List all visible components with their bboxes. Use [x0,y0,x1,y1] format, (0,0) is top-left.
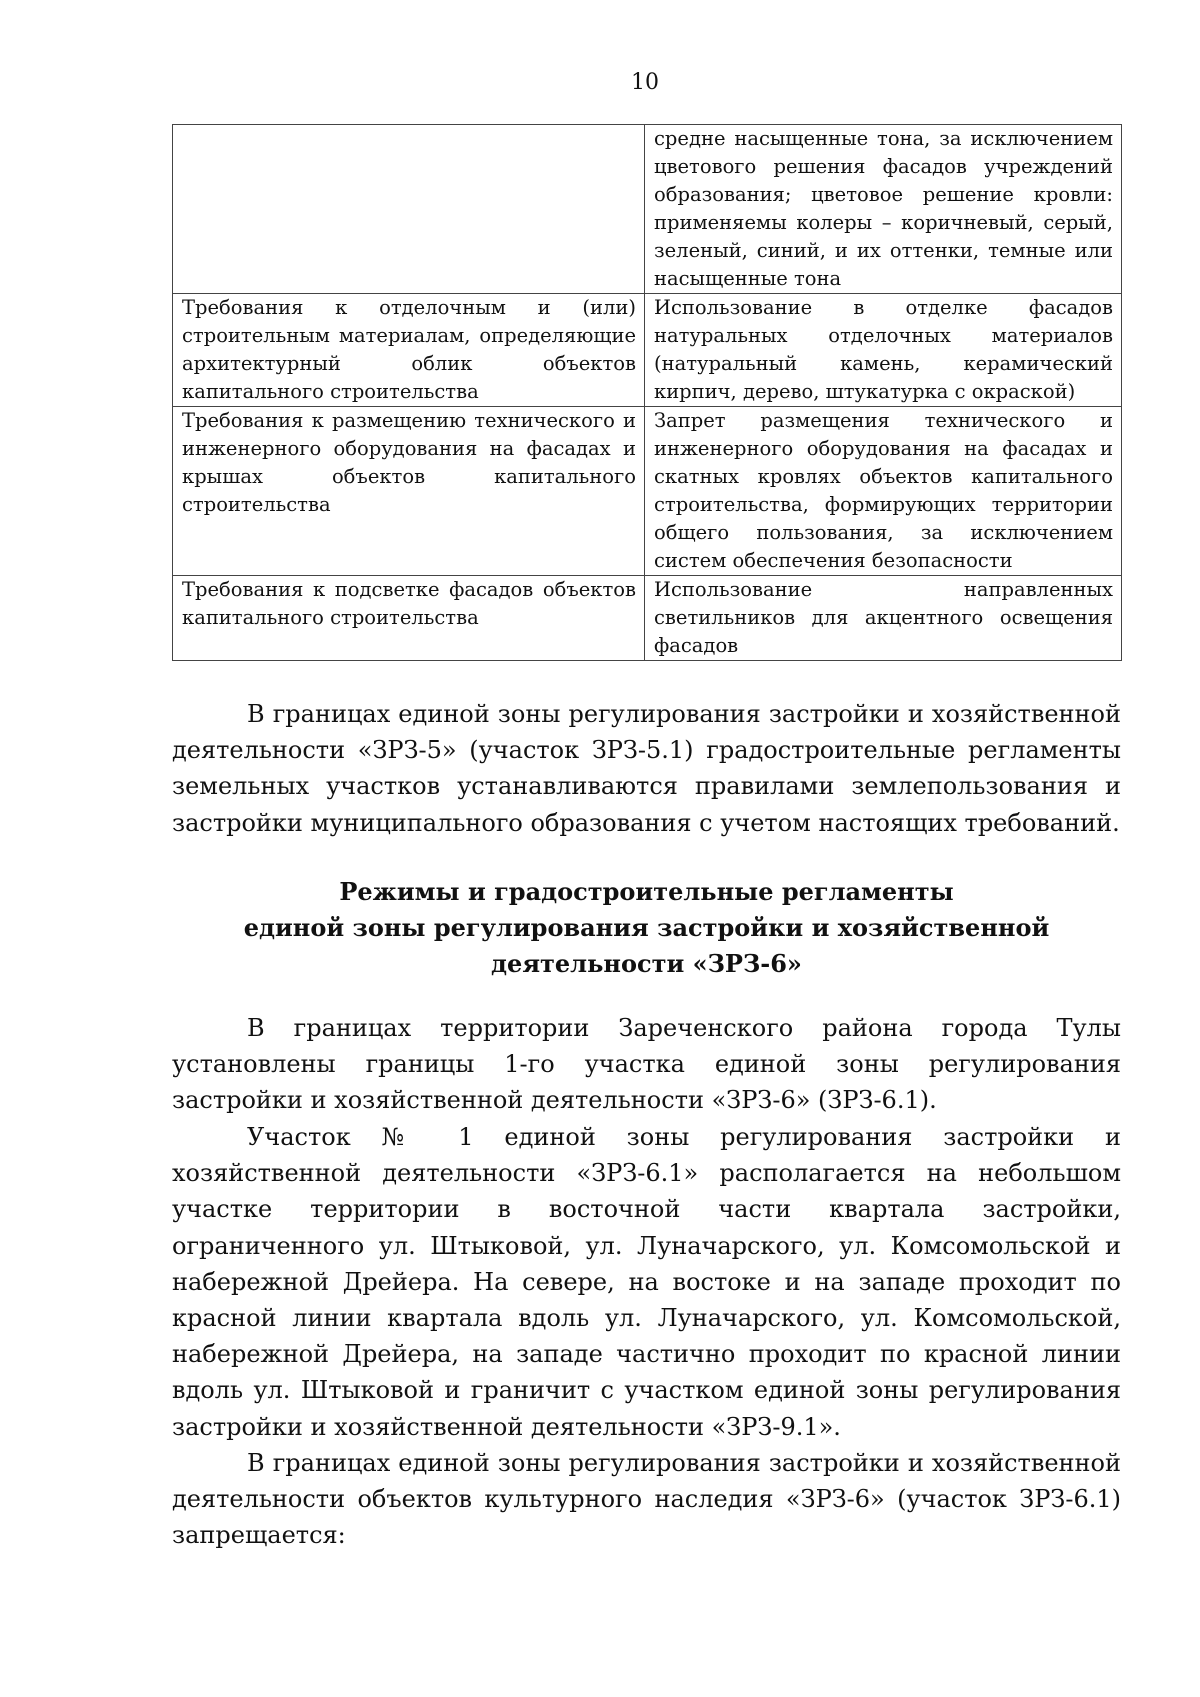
paragraph-zrz6-boundaries: В границах территории Зареченского района города Тулы установлены границы 1-го участка единой зоны регулирования застройки и хозяйственной деятельности «ЗРЗ-6» (ЗРЗ-6.1). [172,1014,1121,1115]
section-heading-line: Режимы и градостроительные регламенты [339,877,954,906]
page-number: 10 [631,70,659,95]
table-cell-value: Использование в отделке фасадов натуральных отделочных материалов (натуральный камень, керамический кирпич, дерево, штукатурка с окраской) [645,294,1122,407]
section-heading-line: единой зоны регулирования застройки и хозяйственной [243,913,1050,942]
table-cell-value: Запрет размещения технического и инженерного оборудования на фасадах и скатных кровлях объектов капитального строительства, формирующих территории общего пользования, за исключением систем обеспечения безопасности [645,407,1122,576]
table-cell-value: Использование направленных светильников для акцентного освещения фасадов [645,576,1122,661]
table-cell-label: Требования к подсветке фасадов объектов капитального строительства [173,576,645,661]
paragraph-zrz5-regulations: В границах единой зоны регулирования застройки и хозяйственной деятельности «ЗРЗ-5» (участок ЗРЗ-5.1) градостроительные регламенты земельных участков устанавливаются правилами землепользования и застройки муниципального образования с учетом настоящих требований. [172,700,1121,837]
table-row [173,294,1122,407]
table-cell-label: Требования к отделочным и (или) строительным материалам, определяющие архитектурный облик объектов капитального строительства [173,294,645,407]
table-row [173,125,1122,294]
table-row [173,407,1122,576]
table-cell-label: Требования к размещению технического и инженерного оборудования на фасадах и крышах объектов капитального строительства [173,407,645,576]
regulations-table [172,124,1122,661]
table-cell-value: средне насыщенные тона, за исключением цветового решения фасадов учреждений образования; цветовое решение кровли: применяемы колеры – коричневый, серый, зеленый, синий, и их оттенки, темные или насыщенные тона [645,125,1122,294]
table-row [173,576,1122,661]
paragraph-prohibitions-intro: В границах единой зоны регулирования застройки и хозяйственной деятельности объектов культурного наследия «ЗРЗ-6» (участок ЗРЗ-6.1) запрещается: [172,1449,1121,1550]
section-heading-line: деятельности «ЗРЗ-6» [491,949,802,978]
section-heading [172,874,1121,982]
table-cell-label [173,125,645,294]
paragraph-plot-1-description: Участок № 1 единой зоны регулирования застройки и хозяйственной деятельности «ЗРЗ-6.1» располагается на небольшом участке территории в восточной части квартала застройки, ограниченного ул. Штыковой, ул. Луначарского, ул. Комсомольской и набережной Дрейера. На севере, на востоке и на западе проходит по красной линии квартала вдоль ул. Луначарского, ул. Комсомольской, набережной Дрейера, на западе частично проходит по красной линии вдоль ул. Штыковой и граничит с участком единой зоны регулирования застройки и хозяйственной деятельности «ЗРЗ-9.1». [172,1123,1121,1441]
